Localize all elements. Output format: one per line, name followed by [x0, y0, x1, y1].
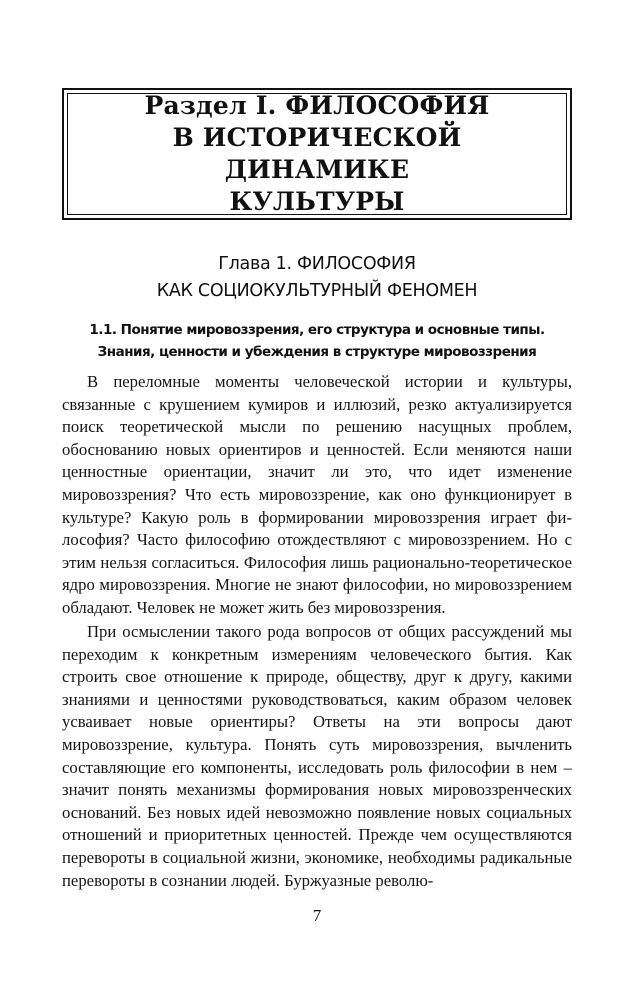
- section-title-line-2: В ИСТОРИЧЕСКОЙ ДИНАМИКЕ: [172, 123, 462, 184]
- chapter-heading-line-1: Глава 1. ФИЛОСОФИЯ: [218, 254, 416, 274]
- chapter-heading: [62, 251, 572, 305]
- section-title-frame: [62, 88, 572, 220]
- body-paragraph: При осмыслении такого рода вопросов от общих рассуждений мы переходим к конкретным измерениям человеческого бытия. Как строить свое отношение к природе, обществу, друг к другу, какими знаниями и ценностями руководствоваться, каким образом человек усваивает новые ориентиры? Ответы на эти вопросы дают мировоззрение, культура. Понять суть мировоззрения, вычленить составляющие его компоненты, исследовать роль философии в нем – значит понять механизмы формирования новых мировоззренческих оснований. Без новых идей невозможно появление новых социальных отношений и приоритетных ценностей. Прежде чем осуществляются перевороты в социальной жизни, экономике, необходимы радикальные перевороты в сознании людей. Буржуазные револю-: [62, 622, 572, 890]
- chapter-heading-line-2: КАК СОЦИОКУЛЬТУРНЫЙ ФЕНОМЕН: [156, 281, 478, 301]
- section-title-line-1: Раздел I. ФИЛОСОФИЯ: [144, 91, 490, 120]
- page-number: 7: [312, 906, 322, 925]
- section-title-line-3: КУЛЬТУРЫ: [229, 187, 405, 216]
- section-title: [67, 93, 567, 215]
- subsection-heading-line-1: 1.1. Понятие мировоззрения, его структура и основные типы.: [89, 322, 545, 338]
- subsection-heading-line-2: Знания, ценности и убеждения в структуре мировоззрения: [97, 344, 537, 360]
- subsection-heading: [62, 319, 572, 363]
- body-paragraph: В переломные моменты человеческой истории и культуры, связанные с крушением кумиров и иллюзий, резко актуализируется поиск теоретической мысли по решению насущных проблем, обоснованию новых ориентиров и ценностей. Если меняются наши ценностные ориентации, значит ли это, что идет изменение мировоззрения? Что есть мировоззрение, как оно функционирует в культуре? Какую роль в формировании мировоззрения играет философия? Часто философию отождествляют с мировоззрением. Но с этим нельзя согласиться. Философия лишь рационально-теоретическое ядро мировоззрения. Многие не знают философии, но мировоззрением обладают. Человек не может жить без мировоззрения.: [62, 372, 572, 617]
